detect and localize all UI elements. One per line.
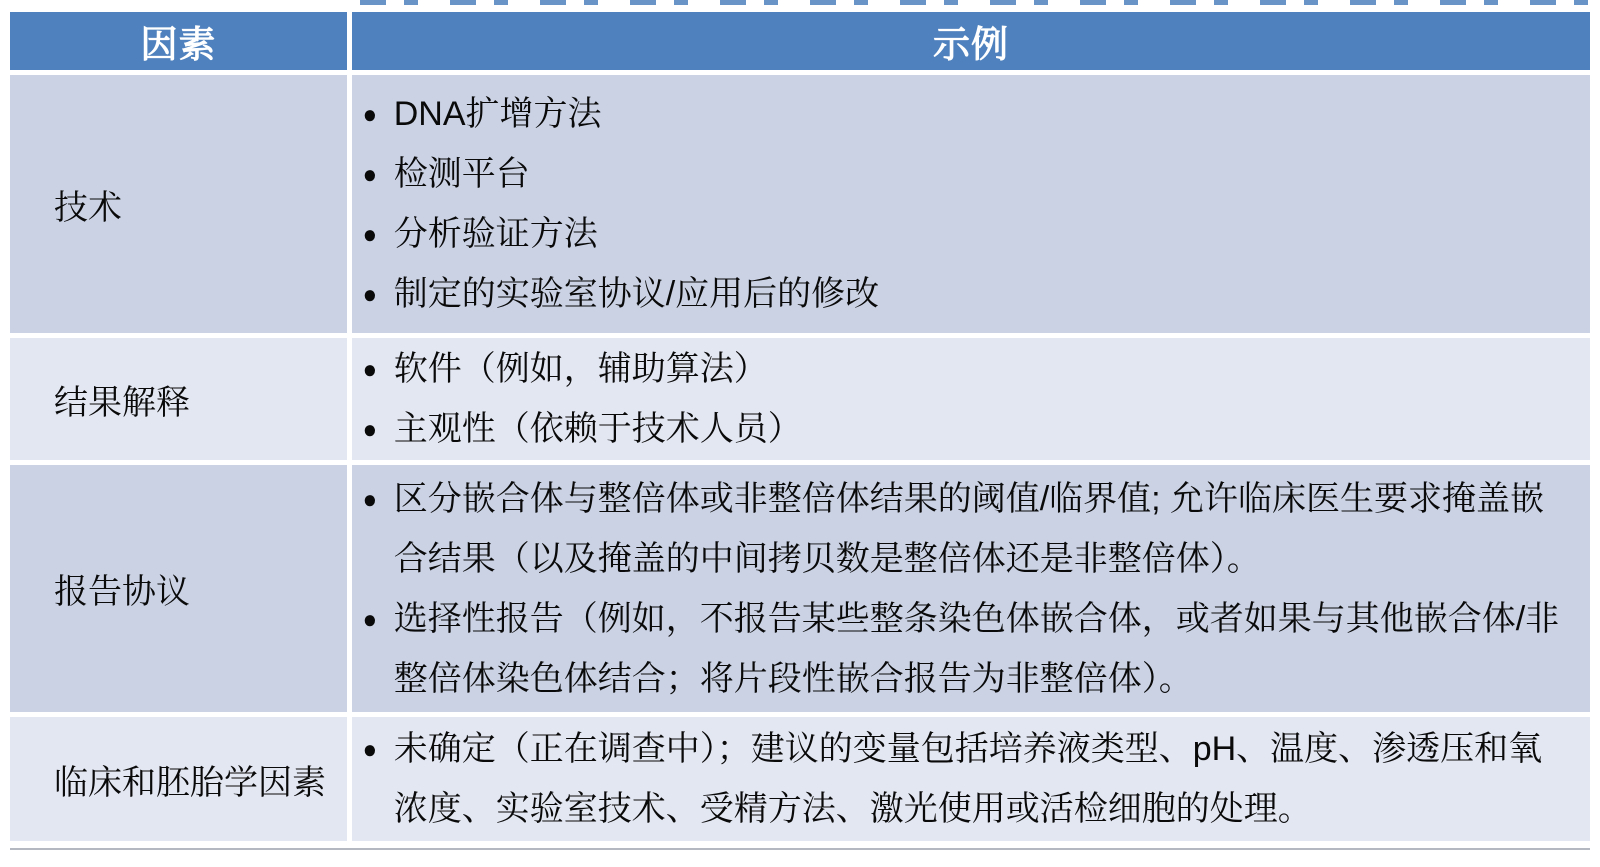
- header-factor-label: 因素: [140, 24, 217, 65]
- bullet-text: 选择性报告（例如，不报告某些整条染色体嵌合体，或者如果与其他嵌合体/非整倍体染色体结合；将片段性嵌合报告为非整倍体）。: [393, 599, 1560, 698]
- table-bottom-edge: [10, 848, 1590, 850]
- factor-cell: [10, 717, 347, 841]
- bullet-item: [362, 84, 1566, 144]
- header-cell-example: [352, 12, 1590, 70]
- bullet-text: 未确定（正在调查中）；建议的变量包括培养液类型、pH、温度、渗透压和氧浓度、实验室技术、受精方法、激光使用或活检细胞的处理。: [393, 730, 1543, 828]
- bullet-icon: ●: [362, 414, 378, 444]
- bullet-text: DNA扩增方法: [393, 95, 602, 133]
- bullet-icon: ●: [362, 483, 378, 514]
- bullet-item: [362, 264, 1566, 324]
- top-crop-artifact: [360, 0, 1590, 5]
- header-cell-factor: [10, 12, 347, 70]
- bullet-text: 软件（例如，辅助算法）: [393, 350, 768, 388]
- bullet-text: 检测平台: [393, 155, 530, 193]
- example-cell: [352, 338, 1590, 460]
- bullet-icon: ●: [362, 603, 378, 634]
- bullet-icon: ●: [362, 99, 378, 129]
- factor-cell: [10, 338, 347, 460]
- example-cell: [352, 465, 1590, 712]
- bullet-icon: ●: [362, 354, 378, 384]
- bullet-item: [362, 204, 1566, 264]
- bullet-item: [362, 719, 1566, 839]
- factor-label: 报告协议: [54, 573, 190, 611]
- factor-label: 技术: [54, 188, 122, 227]
- factor-cell: [10, 75, 347, 333]
- bullet-item: [362, 589, 1566, 709]
- bullet-item: [362, 469, 1566, 589]
- factor-label: 临床和胚胎学因素: [54, 763, 326, 802]
- bullet-icon: ●: [362, 159, 378, 189]
- example-cell: [352, 75, 1590, 333]
- bullet-text: 主观性（依赖于技术人员）: [393, 410, 802, 448]
- bullet-text: 制定的实验室协议/应用后的修改: [393, 275, 880, 313]
- bullet-text: 区分嵌合体与整倍体或非整倍体结果的阈值/临界值; 允许临床医生要求掩盖嵌合结果（以及掩盖的中间拷贝数是整倍体还是非整倍体）。: [393, 479, 1545, 578]
- header-example-label: 示例: [933, 24, 1009, 65]
- factors-table: [10, 12, 1590, 841]
- bullet-item: [362, 339, 1566, 399]
- bullet-item: [362, 399, 1566, 459]
- bullet-icon: ●: [362, 734, 378, 764]
- bullet-item: [362, 144, 1566, 204]
- bullet-icon: ●: [362, 219, 378, 249]
- bullet-icon: ●: [362, 279, 378, 309]
- example-cell: [352, 717, 1590, 841]
- bullet-text: 分析验证方法: [393, 215, 598, 253]
- factor-label: 结果解释: [54, 383, 190, 422]
- factor-cell: [10, 465, 347, 712]
